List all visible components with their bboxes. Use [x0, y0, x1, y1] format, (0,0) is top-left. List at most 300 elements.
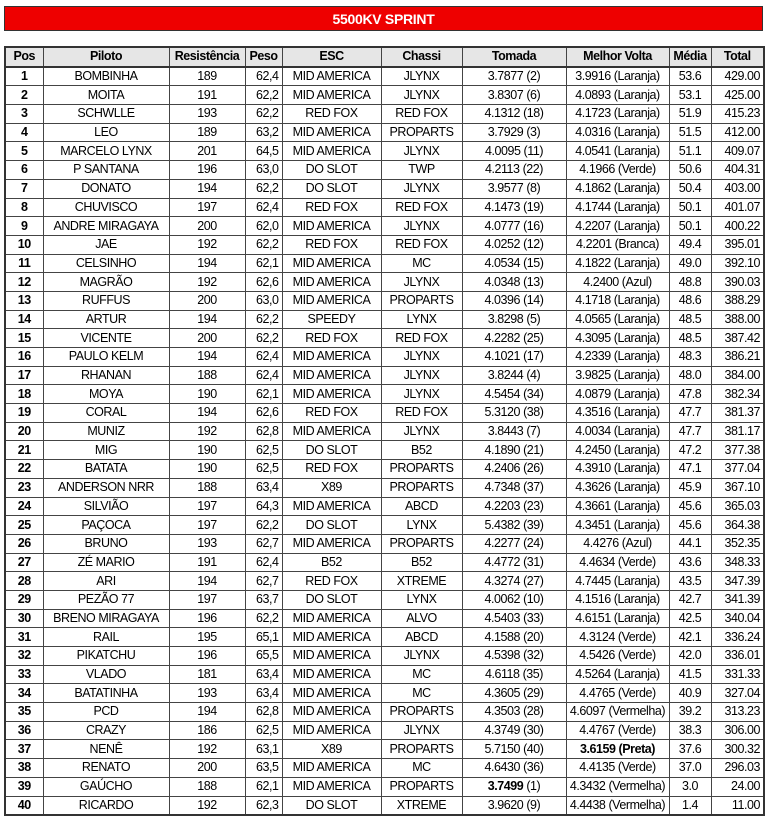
total-cell: 341.39 — [711, 590, 764, 609]
total-cell: 367.10 — [711, 478, 764, 497]
media-cell: 44.1 — [669, 534, 711, 553]
tomada-cell — [462, 291, 566, 310]
piloto-cell: RHANAN — [43, 366, 169, 385]
peso-cell: 63,4 — [245, 665, 282, 684]
melhor-volta-cell: 4.3432 (Vermelha) — [566, 777, 669, 796]
piloto-cell: RICARDO — [43, 796, 169, 815]
resistencia-cell: 194 — [169, 572, 245, 591]
media-cell: 40.9 — [669, 684, 711, 703]
tomada-cell — [462, 105, 566, 124]
media-cell: 45.6 — [669, 497, 711, 516]
total-cell: 364.38 — [711, 516, 764, 535]
tomada-cell — [462, 161, 566, 180]
total-cell: 306.00 — [711, 721, 764, 740]
total-cell: 296.03 — [711, 759, 764, 778]
total-cell: 392.10 — [711, 254, 764, 273]
pos-cell: 31 — [5, 628, 43, 647]
melhor-volta-cell: 4.5426 (Verde) — [566, 647, 669, 666]
peso-cell: 62,0 — [245, 217, 282, 236]
peso-cell: 62,4 — [245, 366, 282, 385]
resistencia-cell: 196 — [169, 647, 245, 666]
melhor-volta-cell: 4.7445 (Laranja) — [566, 572, 669, 591]
tomada-rank: (15) — [523, 255, 544, 270]
table-row — [5, 273, 764, 292]
tomada-time: 4.1021 — [484, 349, 521, 364]
media-cell: 53.1 — [669, 86, 711, 105]
tomada-rank: (6) — [526, 87, 541, 102]
tomada-time: 4.3605 — [484, 685, 521, 700]
chassi-cell: JLYNX — [381, 179, 462, 198]
melhor-volta-cell: 4.0541 (Laranja) — [566, 142, 669, 161]
melhor-volta-cell: 4.2339 (Laranja) — [566, 348, 669, 367]
resistencia-cell: 192 — [169, 273, 245, 292]
esc-cell: MID AMERICA — [282, 777, 381, 796]
chassi-cell: LYNX — [381, 590, 462, 609]
peso-cell: 62,5 — [245, 721, 282, 740]
header-melhor-volta[interactable]: Melhor Volta — [566, 47, 669, 67]
tomada-cell — [462, 590, 566, 609]
tomada-cell — [462, 329, 566, 348]
table-header-row — [5, 47, 764, 67]
esc-cell: MID AMERICA — [282, 291, 381, 310]
media-cell: 53.6 — [669, 67, 711, 86]
peso-cell: 62,2 — [245, 609, 282, 628]
piloto-cell: PAULO KELM — [43, 348, 169, 367]
pos-cell: 32 — [5, 647, 43, 666]
pos-cell: 14 — [5, 310, 43, 329]
media-cell: 48.0 — [669, 366, 711, 385]
piloto-cell: CRAZY — [43, 721, 169, 740]
pos-cell: 39 — [5, 777, 43, 796]
table-row — [5, 590, 764, 609]
tomada-rank: (34) — [523, 386, 544, 401]
table-row — [5, 123, 764, 142]
table-row — [5, 329, 764, 348]
tomada-rank: (29) — [523, 685, 544, 700]
total-cell: 327.04 — [711, 684, 764, 703]
total-cell: 429.00 — [711, 67, 764, 86]
piloto-cell: MAGRÃO — [43, 273, 169, 292]
total-cell: 425.00 — [711, 86, 764, 105]
esc-cell: MID AMERICA — [282, 534, 381, 553]
melhor-volta-cell: 4.2207 (Laranja) — [566, 217, 669, 236]
header-resistencia[interactable]: Resistência — [169, 47, 245, 67]
melhor-volta-cell: 4.0565 (Laranja) — [566, 310, 669, 329]
chassi-cell: XTREME — [381, 572, 462, 591]
media-cell: 39.2 — [669, 703, 711, 722]
esc-cell: DO SLOT — [282, 590, 381, 609]
pos-cell: 36 — [5, 721, 43, 740]
peso-cell: 65,1 — [245, 628, 282, 647]
chassi-cell: JLYNX — [381, 422, 462, 441]
total-cell: 403.00 — [711, 179, 764, 198]
resistencia-cell: 194 — [169, 254, 245, 273]
media-cell: 43.6 — [669, 553, 711, 572]
total-cell: 381.17 — [711, 422, 764, 441]
resistencia-cell: 190 — [169, 441, 245, 460]
table-row — [5, 105, 764, 124]
media-cell: 50.6 — [669, 161, 711, 180]
melhor-volta-cell: 4.3516 (Laranja) — [566, 404, 669, 423]
tomada-cell — [462, 273, 566, 292]
pos-cell: 24 — [5, 497, 43, 516]
media-cell: 43.5 — [669, 572, 711, 591]
esc-cell: RED FOX — [282, 235, 381, 254]
piloto-cell: MOYA — [43, 385, 169, 404]
media-cell: 42.0 — [669, 647, 711, 666]
tomada-cell — [462, 796, 566, 815]
resistencia-cell: 188 — [169, 478, 245, 497]
table-row — [5, 478, 764, 497]
table-row — [5, 254, 764, 273]
chassi-cell: RED FOX — [381, 329, 462, 348]
melhor-volta-cell: 4.2450 (Laranja) — [566, 441, 669, 460]
melhor-volta-cell: 4.0893 (Laranja) — [566, 86, 669, 105]
pos-cell: 10 — [5, 235, 43, 254]
total-cell: 395.01 — [711, 235, 764, 254]
media-cell: 48.3 — [669, 348, 711, 367]
tomada-rank: (19) — [523, 199, 544, 214]
tomada-rank: (32) — [523, 648, 544, 663]
table-row — [5, 796, 764, 815]
media-cell: 37.0 — [669, 759, 711, 778]
tomada-rank: (4) — [526, 368, 541, 383]
chassi-cell: PROPARTS — [381, 534, 462, 553]
piloto-cell: LEO — [43, 123, 169, 142]
tomada-rank: (36) — [523, 760, 544, 775]
chassi-cell: B52 — [381, 441, 462, 460]
table-row — [5, 684, 764, 703]
table-row — [5, 161, 764, 180]
pos-cell: 33 — [5, 665, 43, 684]
pos-cell: 5 — [5, 142, 43, 161]
table-row — [5, 516, 764, 535]
esc-cell: MID AMERICA — [282, 721, 381, 740]
piloto-cell: ARI — [43, 572, 169, 591]
header-piloto[interactable]: Piloto — [43, 47, 169, 67]
chassi-cell: JLYNX — [381, 366, 462, 385]
chassi-cell: ALVO — [381, 609, 462, 628]
pos-cell: 23 — [5, 478, 43, 497]
pos-cell: 12 — [5, 273, 43, 292]
peso-cell: 63,5 — [245, 759, 282, 778]
media-cell: 41.5 — [669, 665, 711, 684]
esc-cell: MID AMERICA — [282, 628, 381, 647]
resistencia-cell: 190 — [169, 385, 245, 404]
esc-cell: MID AMERICA — [282, 497, 381, 516]
media-cell: 47.7 — [669, 422, 711, 441]
esc-cell: MID AMERICA — [282, 273, 381, 292]
tomada-time: 4.6430 — [484, 760, 521, 775]
resistencia-cell: 194 — [169, 404, 245, 423]
resistencia-cell: 201 — [169, 142, 245, 161]
melhor-volta-cell: 4.3661 (Laranja) — [566, 497, 669, 516]
peso-cell: 62,2 — [245, 179, 282, 198]
esc-cell: DO SLOT — [282, 179, 381, 198]
media-cell: 42.1 — [669, 628, 711, 647]
tomada-time: 4.0348 — [484, 274, 521, 289]
chassi-cell: JLYNX — [381, 86, 462, 105]
table-row — [5, 703, 764, 722]
peso-cell: 62,4 — [245, 553, 282, 572]
tomada-rank: (16) — [523, 218, 544, 233]
header-tomada[interactable]: Tomada — [462, 47, 566, 67]
tomada-rank: (11) — [523, 143, 544, 158]
resistencia-cell: 195 — [169, 628, 245, 647]
tomada-time: 4.0095 — [484, 143, 521, 158]
esc-cell: MID AMERICA — [282, 422, 381, 441]
tomada-cell — [462, 497, 566, 516]
tomada-rank: (7) — [526, 424, 541, 439]
total-cell: 386.21 — [711, 348, 764, 367]
peso-cell: 62,2 — [245, 329, 282, 348]
peso-cell: 62,2 — [245, 235, 282, 254]
resistencia-cell: 197 — [169, 497, 245, 516]
piloto-cell: MARCELO LYNX — [43, 142, 169, 161]
peso-cell: 62,6 — [245, 404, 282, 423]
tomada-cell — [462, 609, 566, 628]
tomada-time: 4.2203 — [484, 498, 521, 513]
tomada-cell — [462, 348, 566, 367]
pos-cell: 3 — [5, 105, 43, 124]
chassi-cell: MC — [381, 665, 462, 684]
tomada-rank: (9) — [526, 797, 541, 812]
tomada-cell — [462, 665, 566, 684]
melhor-volta-cell: 4.4438 (Vermelha) — [566, 796, 669, 815]
tomada-cell — [462, 179, 566, 198]
piloto-cell: JAE — [43, 235, 169, 254]
chassi-cell: PROPARTS — [381, 291, 462, 310]
pos-cell: 18 — [5, 385, 43, 404]
tomada-cell — [462, 198, 566, 217]
table-row — [5, 777, 764, 796]
total-cell: 377.38 — [711, 441, 764, 460]
melhor-volta-cell: 3.6159 (Preta) — [566, 740, 669, 759]
piloto-cell: SILVIÃO — [43, 497, 169, 516]
media-cell: 48.5 — [669, 310, 711, 329]
tomada-rank: (27) — [523, 573, 544, 588]
media-cell: 3.0 — [669, 777, 711, 796]
chassi-cell: JLYNX — [381, 721, 462, 740]
table-row — [5, 67, 764, 86]
tomada-time: 3.8307 — [487, 87, 524, 102]
esc-cell: MID AMERICA — [282, 123, 381, 142]
tomada-rank: (21) — [523, 442, 544, 457]
pos-cell: 28 — [5, 572, 43, 591]
tomada-cell — [462, 572, 566, 591]
resistencia-cell: 194 — [169, 179, 245, 198]
melhor-volta-cell: 3.9825 (Laranja) — [566, 366, 669, 385]
tomada-cell — [462, 703, 566, 722]
tomada-rank: (26) — [523, 461, 544, 476]
total-cell: 11.00 — [711, 796, 764, 815]
table-row — [5, 740, 764, 759]
pos-cell: 34 — [5, 684, 43, 703]
piloto-cell: BATATINHA — [43, 684, 169, 703]
header-pos[interactable]: Pos — [5, 47, 43, 67]
table-row — [5, 572, 764, 591]
tomada-cell — [462, 67, 566, 86]
header-peso[interactable]: Peso — [245, 47, 282, 67]
pos-cell: 29 — [5, 590, 43, 609]
esc-cell: DO SLOT — [282, 796, 381, 815]
resistencia-cell: 188 — [169, 777, 245, 796]
media-cell: 45.9 — [669, 478, 711, 497]
media-cell: 50.1 — [669, 198, 711, 217]
media-cell: 47.8 — [669, 385, 711, 404]
piloto-cell: BATATA — [43, 460, 169, 479]
melhor-volta-cell: 4.5264 (Laranja) — [566, 665, 669, 684]
melhor-volta-cell: 4.4135 (Verde) — [566, 759, 669, 778]
header-chassi[interactable]: Chassi — [381, 47, 462, 67]
pos-cell: 11 — [5, 254, 43, 273]
table-row — [5, 441, 764, 460]
tomada-rank: (25) — [523, 330, 544, 345]
media-cell: 47.1 — [669, 460, 711, 479]
tomada-time: 4.5398 — [484, 648, 521, 663]
peso-cell: 62,2 — [245, 516, 282, 535]
media-cell: 48.6 — [669, 291, 711, 310]
resistencia-cell: 189 — [169, 67, 245, 86]
chassi-cell: TWP — [381, 161, 462, 180]
peso-cell: 62,2 — [245, 105, 282, 124]
chassi-cell: RED FOX — [381, 404, 462, 423]
tomada-rank: (10) — [523, 592, 544, 607]
total-cell: 409.07 — [711, 142, 764, 161]
total-cell: 384.00 — [711, 366, 764, 385]
table-row — [5, 497, 764, 516]
header-media[interactable]: Média — [669, 47, 711, 67]
chassi-cell: B52 — [381, 553, 462, 572]
media-cell: 49.0 — [669, 254, 711, 273]
header-esc[interactable]: ESC — [282, 47, 381, 67]
total-cell: 401.07 — [711, 198, 764, 217]
tomada-time: 4.1312 — [484, 106, 521, 121]
total-cell: 336.24 — [711, 628, 764, 647]
tomada-time: 4.0062 — [484, 592, 521, 607]
media-cell: 47.2 — [669, 441, 711, 460]
pos-cell: 9 — [5, 217, 43, 236]
header-total[interactable]: Total — [711, 47, 764, 67]
melhor-volta-cell: 4.3626 (Laranja) — [566, 478, 669, 497]
peso-cell: 64,3 — [245, 497, 282, 516]
esc-cell: MID AMERICA — [282, 254, 381, 273]
melhor-volta-cell: 4.3451 (Laranja) — [566, 516, 669, 535]
chassi-cell: PROPARTS — [381, 123, 462, 142]
total-cell: 347.39 — [711, 572, 764, 591]
tomada-rank: (31) — [523, 554, 544, 569]
tomada-rank: (12) — [523, 237, 544, 252]
resistencia-cell: 192 — [169, 740, 245, 759]
piloto-cell: RAIL — [43, 628, 169, 647]
tomada-time: 3.8298 — [487, 311, 524, 326]
tomada-cell — [462, 441, 566, 460]
total-cell: 381.37 — [711, 404, 764, 423]
resistencia-cell: 188 — [169, 366, 245, 385]
pos-cell: 4 — [5, 123, 43, 142]
melhor-volta-cell: 4.3124 (Verde) — [566, 628, 669, 647]
tomada-time: 3.8244 — [487, 368, 524, 383]
total-cell: 388.29 — [711, 291, 764, 310]
tomada-rank: (30) — [523, 723, 544, 738]
chassi-cell: PROPARTS — [381, 460, 462, 479]
tomada-cell — [462, 235, 566, 254]
esc-cell: MID AMERICA — [282, 609, 381, 628]
pos-cell: 20 — [5, 422, 43, 441]
tomada-rank: (22) — [522, 162, 544, 177]
melhor-volta-cell: 4.1966 (Verde) — [566, 161, 669, 180]
piloto-cell: MUNIZ — [43, 422, 169, 441]
esc-cell: MID AMERICA — [282, 647, 381, 666]
tomada-time: 4.7348 — [484, 480, 521, 495]
tomada-time: 4.0534 — [484, 255, 521, 270]
piloto-cell: CORAL — [43, 404, 169, 423]
peso-cell: 62,4 — [245, 198, 282, 217]
tomada-cell — [462, 254, 566, 273]
tomada-cell — [462, 777, 566, 796]
piloto-cell: VICENTE — [43, 329, 169, 348]
tomada-cell — [462, 647, 566, 666]
tomada-cell — [462, 684, 566, 703]
table-row — [5, 86, 764, 105]
chassi-cell: JLYNX — [381, 348, 462, 367]
total-cell: 340.04 — [711, 609, 764, 628]
tomada-cell — [462, 217, 566, 236]
resistencia-cell: 200 — [169, 759, 245, 778]
piloto-cell: ZÉ MARIO — [43, 553, 169, 572]
esc-cell: RED FOX — [282, 404, 381, 423]
melhor-volta-cell: 4.4276 (Azul) — [566, 534, 669, 553]
resistencia-cell: 196 — [169, 161, 245, 180]
tomada-time: 5.3120 — [484, 405, 521, 420]
esc-cell: MID AMERICA — [282, 142, 381, 161]
table-row — [5, 235, 764, 254]
tomada-rank: (2) — [526, 69, 541, 84]
tomada-rank: (18) — [523, 106, 544, 121]
resistencia-cell: 193 — [169, 684, 245, 703]
tomada-time: 4.1890 — [484, 442, 521, 457]
resistencia-cell: 197 — [169, 516, 245, 535]
esc-cell: RED FOX — [282, 572, 381, 591]
esc-cell: MID AMERICA — [282, 385, 381, 404]
tomada-rank: (39) — [523, 517, 544, 532]
pos-cell: 7 — [5, 179, 43, 198]
table-row — [5, 366, 764, 385]
tomada-time: 3.9577 — [487, 181, 524, 196]
esc-cell: MID AMERICA — [282, 703, 381, 722]
peso-cell: 63,0 — [245, 161, 282, 180]
resistencia-cell: 193 — [169, 105, 245, 124]
peso-cell: 62,1 — [245, 254, 282, 273]
peso-cell: 63,4 — [245, 684, 282, 703]
piloto-cell: GAÚCHO — [43, 777, 169, 796]
table-row — [5, 460, 764, 479]
peso-cell: 63,2 — [245, 123, 282, 142]
peso-cell: 64,5 — [245, 142, 282, 161]
pos-cell: 30 — [5, 609, 43, 628]
pos-cell: 13 — [5, 291, 43, 310]
piloto-cell: PAÇOCA — [43, 516, 169, 535]
melhor-volta-cell: 4.1822 (Laranja) — [566, 254, 669, 273]
chassi-cell: JLYNX — [381, 647, 462, 666]
piloto-cell: ARTUR — [43, 310, 169, 329]
media-cell: 51.1 — [669, 142, 711, 161]
melhor-volta-cell: 4.0879 (Laranja) — [566, 385, 669, 404]
melhor-volta-cell: 4.1723 (Laranja) — [566, 105, 669, 124]
tomada-cell — [462, 385, 566, 404]
piloto-cell: MIG — [43, 441, 169, 460]
melhor-volta-cell: 4.2400 (Azul) — [566, 273, 669, 292]
